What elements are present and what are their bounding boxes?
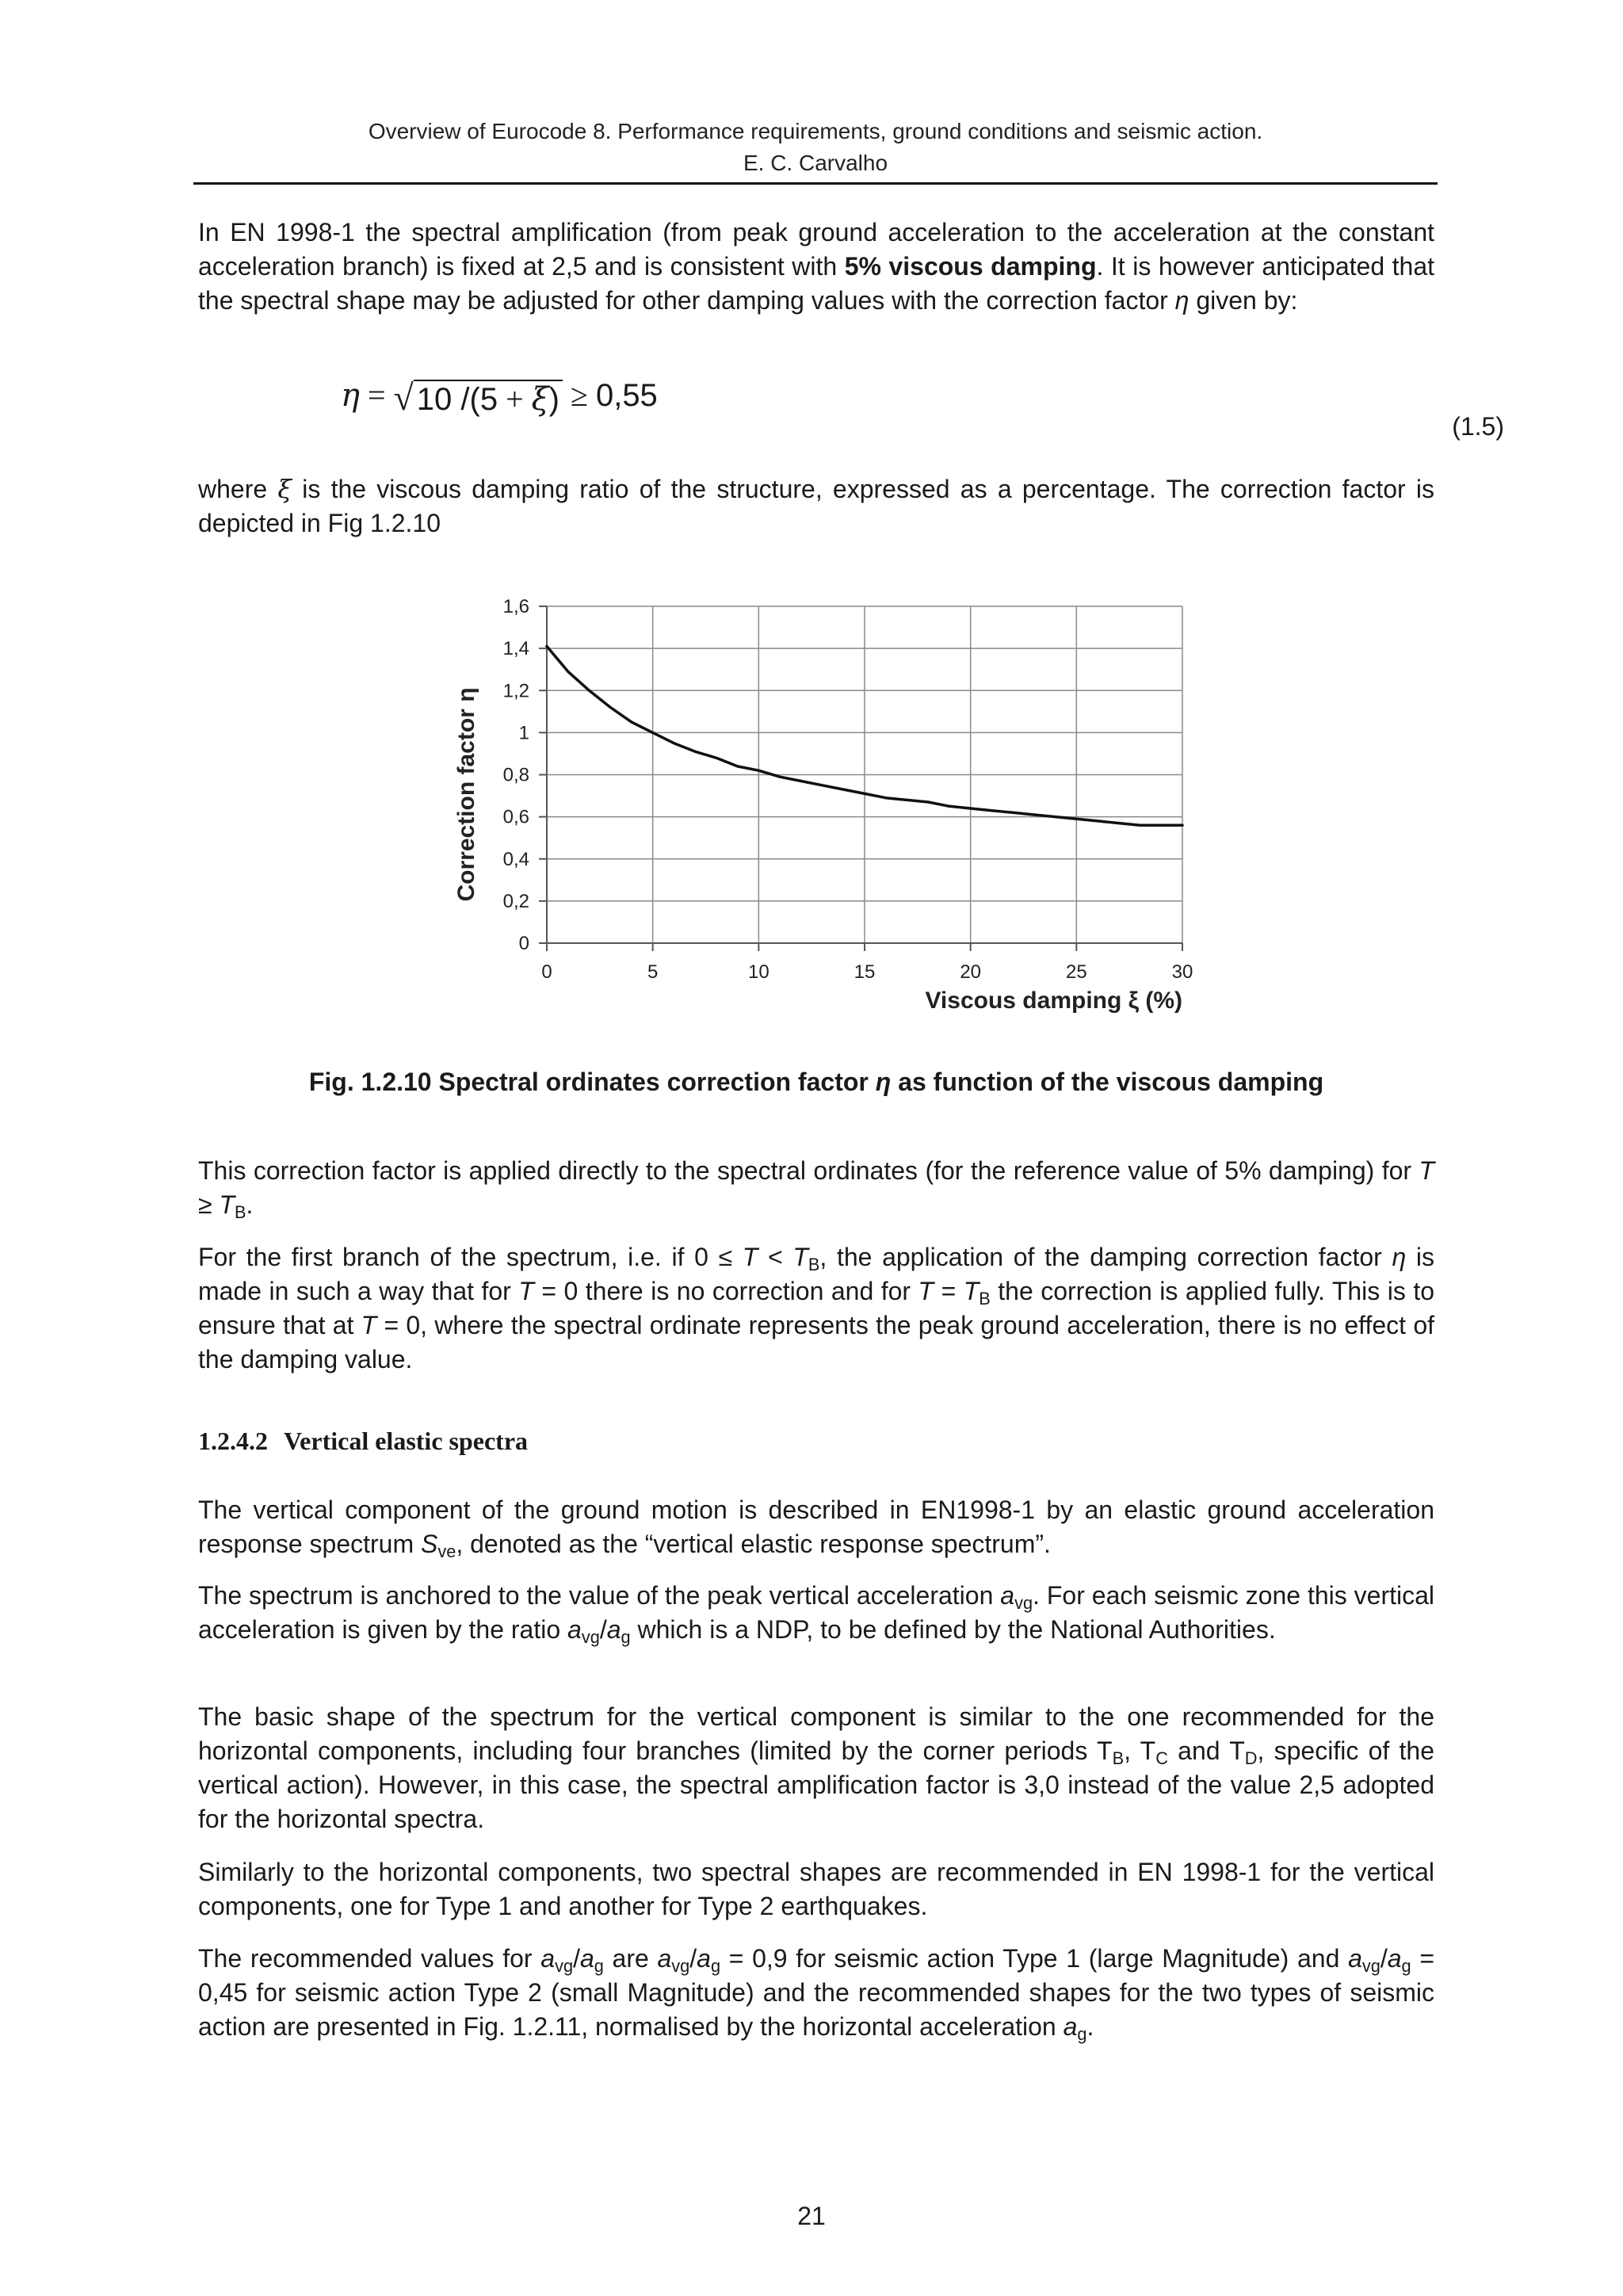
y-tick-label: 1,2	[502, 680, 529, 702]
y-tick-label: 0,6	[502, 806, 529, 828]
y-tick-label: 0,4	[502, 848, 529, 870]
caption-eta: η	[875, 1068, 892, 1096]
applied-paragraph: This correction factor is applied directly to the spectral ordinates (for the reference value of 5% damping) for $T \ge T_B$.	[198, 1156, 1434, 1223]
where-paragraph: where ξ is the viscous damping ratio of the structure, expressed as a percentage. The correction factor is depicted in Fig 1.2.10	[198, 474, 1435, 537]
equation-rhs: 0,55	[595, 378, 658, 413]
intro-bold-damping: 5% viscous damping	[844, 252, 1097, 281]
section-heading	[198, 1427, 528, 1456]
correction-factor-chart	[444, 583, 1205, 1026]
intro-paragraph	[198, 216, 1434, 318]
eta-symbol: η	[1174, 286, 1190, 315]
x-tick-label: 10	[747, 961, 769, 983]
intro-text-2: . It is however anticipated that the spectral shape may be adjusted for other damping values with the correction factor	[198, 252, 1435, 315]
xi-symbol: ξ	[277, 474, 292, 504]
equation-number: (1.5)	[1452, 412, 1504, 441]
page-number: 21	[797, 2202, 826, 2230]
intro-text-1: In EN 1998-1 the spectral amplification (from peak ground acceleration to the acceleration at the constant acceleration branch) is fixed at 2,5 and is consistent with	[198, 218, 1434, 281]
x-tick-label: 25	[1065, 961, 1087, 983]
y-tick-label: 0,8	[502, 764, 529, 786]
recommended-paragraph: The recommended values for $a_{vg}/a_g$ are $a_{vg}/a_g = 0,9$ for seismic action Type 1 (large Magnitude) and $a_{vg}/a_g = 0,45$ for seismic action Type 2 (small Magnitude) and the recommended shapes for the two types of seismic action are presented in Fig. 1.2.11, normalised by the horizontal acceleration $a_g$.	[198, 1944, 1435, 2045]
y-tick-label: 0	[518, 933, 529, 954]
x-tick-label: 0	[541, 961, 552, 983]
equation-equals: =	[367, 377, 386, 413]
vertical-paragraph: The vertical component of the ground motion is described in EN1998-1 by an elastic ground acceleration response spectrum $S_{ve}$, denoted as the “vertical elastic response spectrum”.	[198, 1496, 1434, 1562]
x-tick-label: 30	[1171, 961, 1193, 983]
x-tick-label: 20	[960, 961, 982, 983]
figure-caption: Fig. 1.2.10 Spectral ordinates correction factor η as function of the viscous damping	[308, 1068, 1324, 1096]
running-header	[193, 116, 1438, 179]
header-author: E. C. Carvalho	[743, 151, 888, 175]
x-tick-label: 5	[647, 961, 659, 983]
basic-shape-paragraph: The basic shape of the spectrum for the vertical component is similar to the one recommended for the horizontal components, including four branches (limited by the corner periods $T_B$, $T_C$ and $T_D$, specific of the vertical action). However, in this case, the spectral amplification factor is 3,0 instead of the value 2,5 adopted for the horizontal spectra.	[198, 1702, 1435, 1833]
square-root	[394, 378, 563, 419]
y-tick-label: 1	[518, 722, 529, 744]
section-title: Vertical elastic spectra	[284, 1427, 529, 1455]
header-rule	[193, 182, 1438, 185]
first-branch-paragraph: For the first branch of the spectrum, i.e. if $0 \le T < T_B$, the application of the damping correction factor η is made in such a way that for T = 0 there is no correction and for $T = T_B$ the correction is applied fully. This is to ensure that at T = 0, where the spectral ordinate represents the peak ground acceleration, there is no effect of the damping value.	[198, 1243, 1435, 1373]
y-tick-label: 1,6	[502, 596, 529, 617]
y-tick-label: 0,2	[502, 890, 529, 912]
chart-svg	[444, 583, 1205, 1026]
equation-eta: η	[341, 377, 360, 414]
radicand: 10 /(5 + ξ)	[414, 380, 563, 417]
header-title: Overview of Eurocode 8. Performance requirements, ground conditions and seismic action.	[368, 119, 1263, 143]
anchored-paragraph: The spectrum is anchored to the value of the peak vertical acceleration $a_{vg}$. For each seismic zone this vertical acceleration is given by the ratio $a_{vg}/a_g$ which is a NDP, to be defined by the National Authorities.	[198, 1581, 1435, 1648]
similarly-paragraph: Similarly to the horizontal components, two spectral shapes are recommended in EN 1998-1 for the vertical components, one for Type 1 and another for Type 2 earthquakes.	[198, 1858, 1434, 1920]
intro-text-3: given by:	[1189, 286, 1298, 315]
y-axis-title: Correction factor η	[453, 687, 479, 902]
equation-xi: ξ	[531, 380, 549, 418]
y-tick-label: 1,4	[502, 638, 529, 660]
equation-1-5	[341, 376, 658, 419]
x-tick-label: 15	[854, 961, 876, 983]
section-number: 1.2.4.2	[198, 1427, 268, 1455]
radical-sign-icon: √	[393, 376, 414, 418]
equation-ge: ≥	[571, 377, 588, 413]
x-axis-title: Viscous damping ξ (%)	[925, 988, 1182, 1014]
